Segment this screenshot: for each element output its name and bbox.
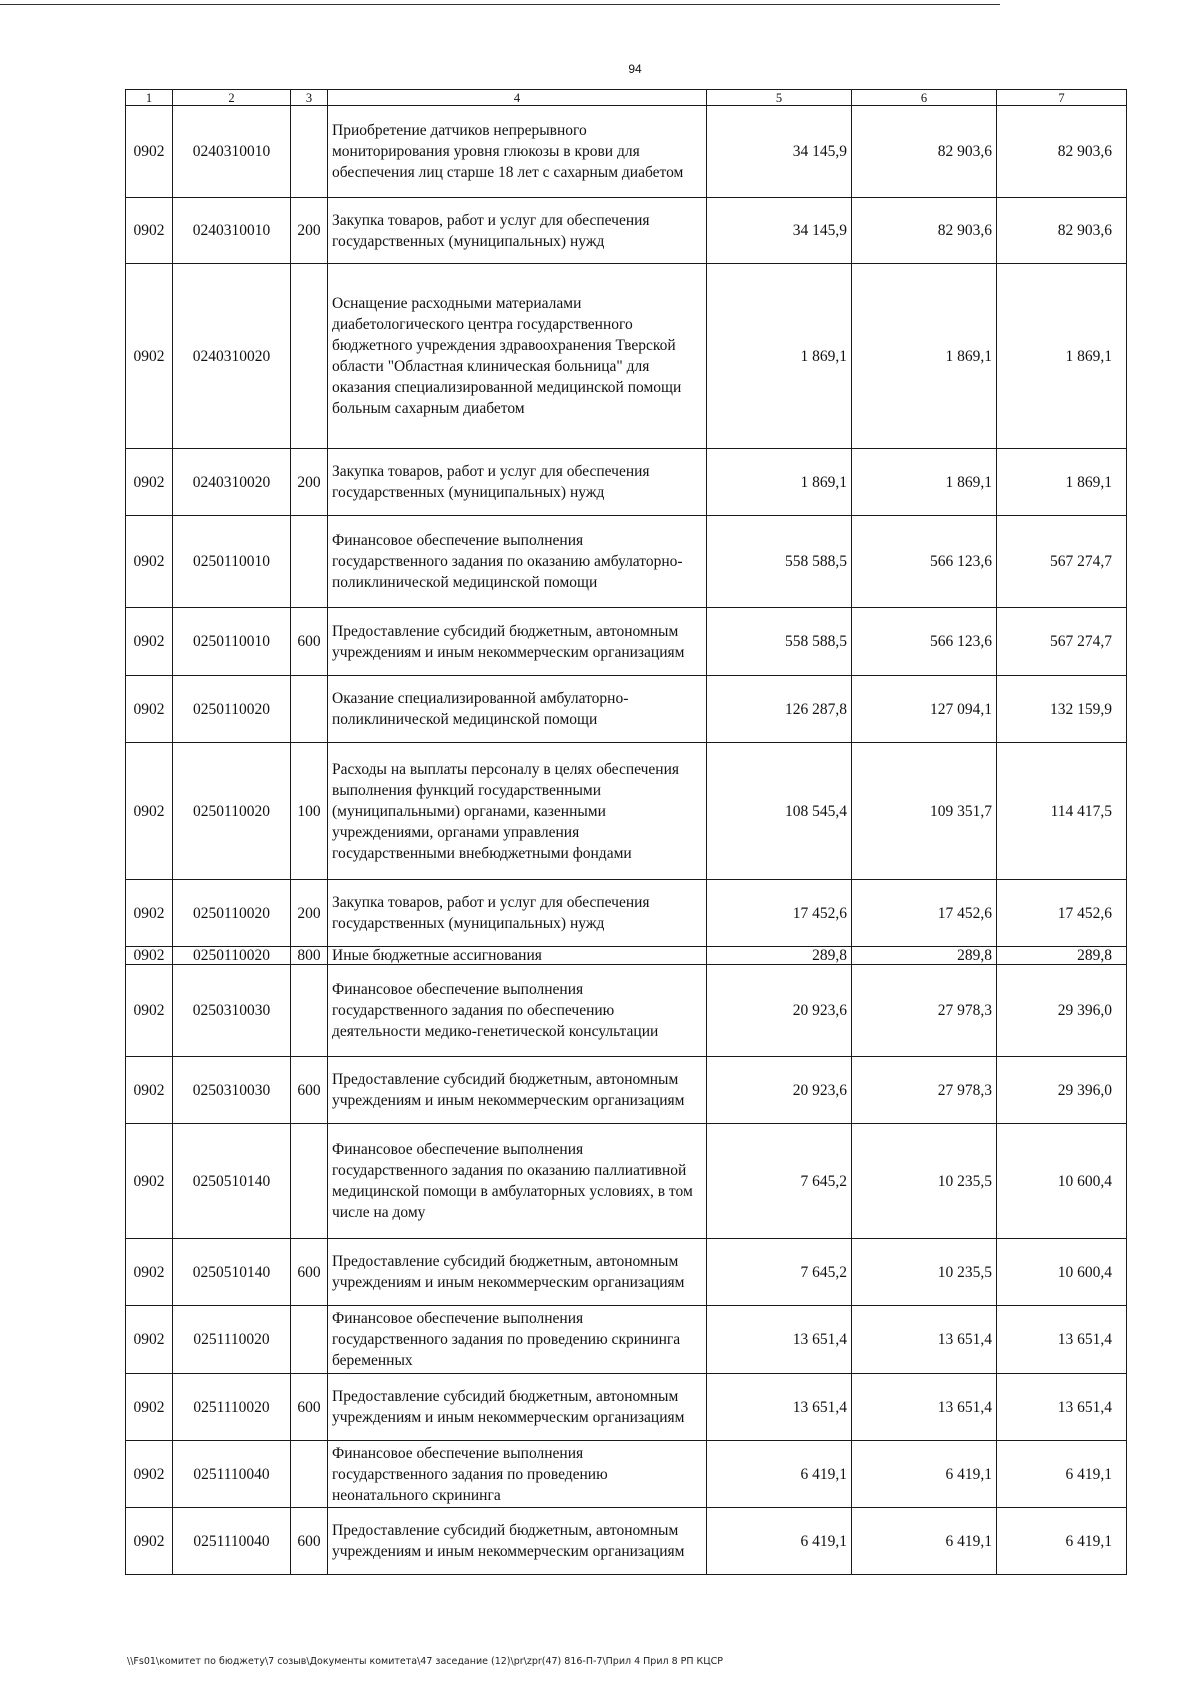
section-code: 0902 [126, 264, 173, 449]
amount-col-5: 126 287,8 [707, 676, 852, 743]
amount-col-7: 13 651,4 [997, 1306, 1127, 1374]
section-code: 0902 [126, 1124, 173, 1239]
column-header: 1 [126, 90, 173, 106]
table-row [126, 965, 1127, 1057]
section-code: 0902 [126, 198, 173, 264]
amount-col-5: 1 869,1 [707, 264, 852, 449]
table-row [126, 1374, 1127, 1441]
section-code: 0902 [126, 106, 173, 198]
expense-type-code: 600 [291, 1239, 328, 1306]
amount-col-7: 17 452,6 [997, 880, 1127, 947]
item-name: Финансовое обеспечение выполнения государственного задания по оказанию паллиативной медицинской помощи в амбулаторных условиях, в том числе на дому [328, 1124, 707, 1239]
page-number: 94 [628, 62, 642, 76]
amount-col-5: 17 452,6 [707, 880, 852, 947]
column-header: 3 [291, 90, 328, 106]
item-name: Иные бюджетные ассигнования [328, 947, 707, 965]
amount-col-6: 27 978,3 [852, 965, 997, 1057]
target-article-code: 0251110020 [173, 1374, 291, 1441]
item-name: Закупка товаров, работ и услуг для обеспечения государственных (муниципальных) нужд [328, 198, 707, 264]
table-row [126, 516, 1127, 608]
amount-col-6: 17 452,6 [852, 880, 997, 947]
target-article-code: 0250510140 [173, 1239, 291, 1306]
amount-col-6: 127 094,1 [852, 676, 997, 743]
amount-col-5: 7 645,2 [707, 1239, 852, 1306]
amount-col-7: 82 903,6 [997, 106, 1127, 198]
target-article-code: 0251110040 [173, 1508, 291, 1575]
section-code: 0902 [126, 1374, 173, 1441]
expense-type-code: 600 [291, 608, 328, 676]
amount-col-6: 13 651,4 [852, 1306, 997, 1374]
expense-type-code [291, 516, 328, 608]
section-code: 0902 [126, 1057, 173, 1124]
amount-col-6: 10 235,5 [852, 1124, 997, 1239]
expense-type-code [291, 965, 328, 1057]
section-code: 0902 [126, 880, 173, 947]
item-name: Финансовое обеспечение выполнения государственного задания по обеспечению деятельности медико-генетической консультации [328, 965, 707, 1057]
table-row [126, 608, 1127, 676]
amount-col-5: 558 588,5 [707, 516, 852, 608]
amount-col-7: 1 869,1 [997, 449, 1127, 516]
target-article-code: 0250510140 [173, 1124, 291, 1239]
amount-col-7: 82 903,6 [997, 198, 1127, 264]
column-header: 7 [997, 90, 1127, 106]
amount-col-7: 6 419,1 [997, 1441, 1127, 1508]
item-name: Предоставление субсидий бюджетным, автономным учреждениям и иным некоммерческим организациям [328, 1057, 707, 1124]
amount-col-5: 108 545,4 [707, 743, 852, 880]
top-rule [0, 4, 1000, 5]
amount-col-5: 13 651,4 [707, 1306, 852, 1374]
expense-type-code: 200 [291, 449, 328, 516]
section-code: 0902 [126, 1239, 173, 1306]
amount-col-7: 29 396,0 [997, 1057, 1127, 1124]
expense-type-code: 600 [291, 1374, 328, 1441]
amount-col-6: 6 419,1 [852, 1441, 997, 1508]
target-article-code: 0250310030 [173, 1057, 291, 1124]
amount-col-5: 6 419,1 [707, 1508, 852, 1575]
section-code: 0902 [126, 1441, 173, 1508]
item-name: Закупка товаров, работ и услуг для обеспечения государственных (муниципальных) нужд [328, 449, 707, 516]
expense-type-code: 200 [291, 880, 328, 947]
amount-col-5: 20 923,6 [707, 965, 852, 1057]
section-code: 0902 [126, 449, 173, 516]
column-number-row [126, 90, 1127, 106]
target-article-code: 0250110020 [173, 676, 291, 743]
budget-table [125, 89, 1127, 1575]
amount-col-7: 567 274,7 [997, 516, 1127, 608]
amount-col-7: 10 600,4 [997, 1124, 1127, 1239]
section-code: 0902 [126, 608, 173, 676]
table-row [126, 1057, 1127, 1124]
target-article-code: 0250110020 [173, 880, 291, 947]
expense-type-code: 600 [291, 1508, 328, 1575]
amount-col-6: 82 903,6 [852, 198, 997, 264]
section-code: 0902 [126, 676, 173, 743]
target-article-code: 0250110020 [173, 743, 291, 880]
target-article-code: 0250110010 [173, 516, 291, 608]
expense-type-code [291, 264, 328, 449]
amount-col-6: 82 903,6 [852, 106, 997, 198]
amount-col-7: 567 274,7 [997, 608, 1127, 676]
expense-type-code: 100 [291, 743, 328, 880]
target-article-code: 0240310020 [173, 449, 291, 516]
target-article-code: 0250310030 [173, 965, 291, 1057]
item-name: Финансовое обеспечение выполнения государственного задания по проведению неонатального скрининга [328, 1441, 707, 1508]
amount-col-5: 6 419,1 [707, 1441, 852, 1508]
target-article-code: 0250110020 [173, 947, 291, 965]
section-code: 0902 [126, 965, 173, 1057]
table-row [126, 1124, 1127, 1239]
amount-col-6: 1 869,1 [852, 449, 997, 516]
column-header: 5 [707, 90, 852, 106]
item-name: Финансовое обеспечение выполнения государственного задания по оказанию амбулаторно-поликлинической медицинской помощи [328, 516, 707, 608]
file-path-footer: \\Fs01\комитет по бюджету\7 созыв\Документы комитета\47 заседание (12)\pr\zpr(47) 816-П-7\Прил 4 Прил 8 РП КЦСР [127, 1656, 724, 1667]
item-name: Закупка товаров, работ и услуг для обеспечения государственных (муниципальных) нужд [328, 880, 707, 947]
amount-col-5: 289,8 [707, 947, 852, 965]
amount-col-5: 34 145,9 [707, 106, 852, 198]
section-code: 0902 [126, 947, 173, 965]
expense-type-code [291, 676, 328, 743]
item-name: Предоставление субсидий бюджетным, автономным учреждениям и иным некоммерческим организациям [328, 1508, 707, 1575]
column-header: 6 [852, 90, 997, 106]
expense-type-code [291, 1124, 328, 1239]
expense-type-code [291, 1306, 328, 1374]
amount-col-5: 34 145,9 [707, 198, 852, 264]
amount-col-5: 1 869,1 [707, 449, 852, 516]
table-row [126, 1306, 1127, 1374]
table-row [126, 880, 1127, 947]
expense-type-code: 600 [291, 1057, 328, 1124]
amount-col-6: 566 123,6 [852, 608, 997, 676]
amount-col-6: 109 351,7 [852, 743, 997, 880]
amount-col-5: 13 651,4 [707, 1374, 852, 1441]
table-row [126, 1508, 1127, 1575]
amount-col-6: 6 419,1 [852, 1508, 997, 1575]
item-name: Предоставление субсидий бюджетным, автономным учреждениям и иным некоммерческим организациям [328, 1374, 707, 1441]
section-code: 0902 [126, 1508, 173, 1575]
table-row [126, 264, 1127, 449]
table-row [126, 449, 1127, 516]
item-name: Предоставление субсидий бюджетным, автономным учреждениям и иным некоммерческим организациям [328, 1239, 707, 1306]
table-row [126, 676, 1127, 743]
amount-col-6: 1 869,1 [852, 264, 997, 449]
table-row [126, 947, 1127, 965]
amount-col-6: 566 123,6 [852, 516, 997, 608]
target-article-code: 0240310010 [173, 198, 291, 264]
item-name: Расходы на выплаты персоналу в целях обеспечения выполнения функций государственными (муниципальными) органами, казенными учреждениями, органами управления государственными внебюджетными фондами [328, 743, 707, 880]
amount-col-6: 27 978,3 [852, 1057, 997, 1124]
table-row [126, 198, 1127, 264]
table-row [126, 1441, 1127, 1508]
item-name: Приобретение датчиков непрерывного мониторирования уровня глюкозы в крови для обеспечения лиц старше 18 лет с сахарным диабетом [328, 106, 707, 198]
amount-col-7: 114 417,5 [997, 743, 1127, 880]
amount-col-7: 13 651,4 [997, 1374, 1127, 1441]
section-code: 0902 [126, 516, 173, 608]
expense-type-code [291, 106, 328, 198]
amount-col-7: 29 396,0 [997, 965, 1127, 1057]
expense-type-code: 800 [291, 947, 328, 965]
amount-col-5: 20 923,6 [707, 1057, 852, 1124]
target-article-code: 0251110020 [173, 1306, 291, 1374]
section-code: 0902 [126, 1306, 173, 1374]
amount-col-7: 132 159,9 [997, 676, 1127, 743]
amount-col-6: 10 235,5 [852, 1239, 997, 1306]
amount-col-6: 289,8 [852, 947, 997, 965]
item-name: Финансовое обеспечение выполнения государственного задания по проведению скрининга беременных [328, 1306, 707, 1374]
column-header: 4 [328, 90, 707, 106]
target-article-code: 0240310010 [173, 106, 291, 198]
item-name: Оснащение расходными материалами диабетологического центра государственного бюджетного учреждения здравоохранения Тверской области "Областная клиническая больница" для оказания специализированной медицинской помощи больным сахарным диабетом [328, 264, 707, 449]
column-header: 2 [173, 90, 291, 106]
amount-col-5: 7 645,2 [707, 1124, 852, 1239]
amount-col-7: 289,8 [997, 947, 1127, 965]
target-article-code: 0240310020 [173, 264, 291, 449]
item-name: Оказание специализированной амбулаторно-поликлинической медицинской помощи [328, 676, 707, 743]
table-row [126, 106, 1127, 198]
amount-col-7: 10 600,4 [997, 1239, 1127, 1306]
table-row [126, 743, 1127, 880]
amount-col-7: 1 869,1 [997, 264, 1127, 449]
amount-col-7: 6 419,1 [997, 1508, 1127, 1575]
target-article-code: 0250110010 [173, 608, 291, 676]
amount-col-6: 13 651,4 [852, 1374, 997, 1441]
section-code: 0902 [126, 743, 173, 880]
table-row [126, 1239, 1127, 1306]
expense-type-code [291, 1441, 328, 1508]
target-article-code: 0251110040 [173, 1441, 291, 1508]
expense-type-code: 200 [291, 198, 328, 264]
item-name: Предоставление субсидий бюджетным, автономным учреждениям и иным некоммерческим организациям [328, 608, 707, 676]
amount-col-5: 558 588,5 [707, 608, 852, 676]
